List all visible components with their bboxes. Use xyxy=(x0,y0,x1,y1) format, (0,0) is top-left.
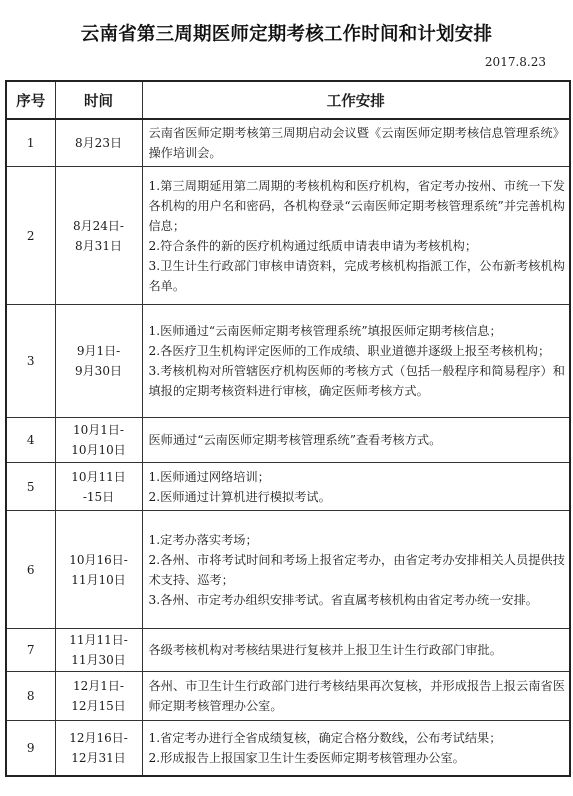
table-row xyxy=(6,629,570,672)
time-line: 10月16日- xyxy=(69,552,128,567)
time-line: 10月1日- xyxy=(73,423,124,437)
work-item: 云南省医师定期考核第三周期启动会议暨《云南医师定期考核信息管理系统》操作培训会。 xyxy=(148,126,565,160)
time-line: 11月10日 xyxy=(71,572,126,587)
time-line: 10月10日 xyxy=(71,443,126,457)
table-row xyxy=(6,672,570,721)
row-work xyxy=(142,167,570,305)
table-header-row xyxy=(6,81,570,119)
row-work xyxy=(142,721,570,776)
row-time xyxy=(55,418,142,463)
row-number: 6 xyxy=(6,511,55,629)
table-row xyxy=(6,418,570,463)
work-item: 1.医师通过“云南医师定期考核管理系统”填报医师定期考核信息； xyxy=(148,324,502,338)
time-line: 9月1日- xyxy=(76,344,121,358)
work-item: 3.考核机构对所管辖医疗机构医师的考核方式（包括一般程序和简易程序）和填报的定期考核资料进行审核，确定医师考核方式。 xyxy=(148,364,565,398)
table-row xyxy=(6,119,570,167)
header-number: 序号 xyxy=(6,81,55,119)
schedule-table xyxy=(5,80,571,777)
work-item: 2.形成报告上报国家卫生计生委医师定期考核管理办公室。 xyxy=(148,750,465,765)
row-time xyxy=(55,721,142,776)
row-time xyxy=(55,629,142,672)
time-line: 8月31日 xyxy=(75,238,122,253)
time-line: -15日 xyxy=(82,489,115,504)
table-row xyxy=(6,463,570,511)
document-date: 2017.8.23 xyxy=(484,55,546,69)
work-item: 各级考核机构对考核结果进行复核并上报卫生计生行政部门审批。 xyxy=(148,643,502,657)
row-work xyxy=(142,511,570,629)
work-item: 2.各医疗卫生机构评定医师的工作成绩、职业道德并逐级上报至考核机构； xyxy=(148,344,551,358)
row-number: 5 xyxy=(6,463,55,511)
row-number: 9 xyxy=(6,721,55,776)
work-item: 1.第三周期延用第二周期的考核机构和医疗机构，省定考办按州、市统一下发各机构的用户名和密码，各机构登录“云南医师定期考核管理系统”并完善机构信息； xyxy=(148,178,565,233)
row-number: 4 xyxy=(6,418,55,463)
time-line: 11月30日 xyxy=(71,653,126,667)
row-number: 2 xyxy=(6,167,55,305)
row-number: 7 xyxy=(6,629,55,672)
work-item: 医师通过“云南医师定期考核管理系统”查看考核方式。 xyxy=(148,433,442,447)
work-item: 1.定考办落实考场； xyxy=(148,532,258,547)
work-item: 1.医师通过网络培训； xyxy=(148,469,270,484)
time-line: 12月16日- xyxy=(69,730,128,745)
work-item: 3.卫生计生行政部门审核申请资料，完成考核机构指派工作，公布新考核机构名单。 xyxy=(148,258,565,293)
row-work xyxy=(142,672,570,721)
work-item: 2.医师通过计算机进行模拟考试。 xyxy=(148,489,331,504)
time-line: 12月31日 xyxy=(71,750,126,765)
table-row xyxy=(6,511,570,629)
row-time xyxy=(55,463,142,511)
work-item: 1.省定考办进行全省成绩复核，确定合格分数线，公布考试结果； xyxy=(148,730,502,745)
row-number: 8 xyxy=(6,672,55,721)
work-item: 2.各州、市将考试时间和考场上报省定考办，由省定考办安排相关人员提供技术支持、巡考； xyxy=(148,552,565,587)
work-item: 各州、市卫生计生行政部门进行考核结果再次复核，并形成报告上报云南省医师定期考核管理办公室。 xyxy=(148,679,565,713)
row-time xyxy=(55,167,142,305)
row-number: 3 xyxy=(6,305,55,418)
row-time xyxy=(55,511,142,629)
document-title: 云南省第三周期医师定期考核工作时间和计划安排 xyxy=(80,24,493,45)
table-row xyxy=(6,305,570,418)
row-work xyxy=(142,629,570,672)
time-line: 12月1日- xyxy=(73,679,124,693)
row-time xyxy=(55,672,142,721)
work-item: 3.各州、市定考办组织安排考试。省直属考核机构由省定考办统一安排。 xyxy=(148,592,538,607)
row-time xyxy=(55,305,142,418)
row-work xyxy=(142,305,570,418)
table-row xyxy=(6,721,570,776)
time-line: 9月30日 xyxy=(75,364,122,378)
row-work xyxy=(142,463,570,511)
row-work xyxy=(142,119,570,167)
header-time: 时间 xyxy=(55,81,142,119)
row-time xyxy=(55,119,142,167)
row-work xyxy=(142,418,570,463)
time-line: 8月24日- xyxy=(73,218,124,233)
work-item: 2.符合条件的新的医疗机构通过纸质申请表申请为考核机构； xyxy=(148,238,478,253)
row-number: 1 xyxy=(6,119,55,167)
table-row xyxy=(6,167,570,305)
time-line: 11月11日- xyxy=(69,633,128,647)
time-line: 12月15日 xyxy=(71,699,126,713)
time-line: 8月23日 xyxy=(75,136,122,150)
time-line: 10月11日 xyxy=(71,469,126,484)
header-work: 工作安排 xyxy=(142,81,570,119)
